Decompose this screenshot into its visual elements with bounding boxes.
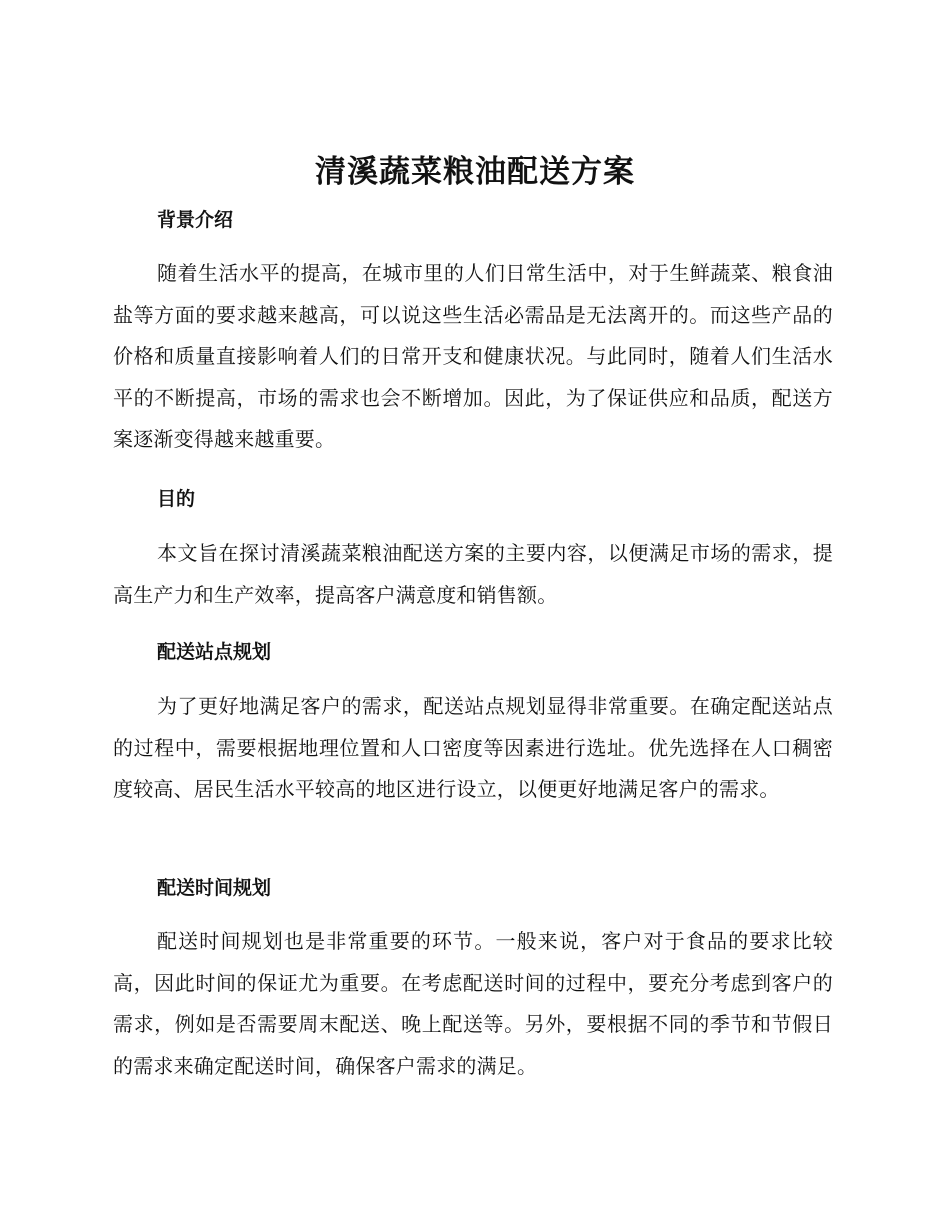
section-heading-background: 背景介绍	[157, 209, 234, 231]
section-body-site-planning: 为了更好地满足客户的需求，配送站点规划显得非常重要。在确定配送站点的过程中，需要根据地理位置和人口密度等因素进行选址。优先选择在人口稠密度较高、居民生活水平较高的地区进行设立，以便更好地满足客户的需求。	[113, 694, 833, 801]
section-body-time-planning: 配送时间规划也是非常重要的环节。一般来说，客户对于食品的要求比较高，因此时间的保证尤为重要。在考虑配送时间的过程中，要充分考虑到客户的需求，例如是否需要周末配送、晚上配送等。另外，要根据不同的季节和节假日的需求来确定配送时间，确保客户需求的满足。	[113, 929, 833, 1078]
section-heading-time-planning: 配送时间规划	[157, 877, 272, 899]
section-body-background: 随着生活水平的提高，在城市里的人们日常生活中，对于生鲜蔬菜、粮食油盐等方面的要求越来越高，可以说这些生活必需品是无法离开的。而这些产品的价格和质量直接影响着人们的日常开支和健康状况。与此同时，随着人们生活水平的不断提高，市场的需求也会不断增加。因此，为了保证供应和品质，配送方案逐渐变得越来越重要。	[113, 261, 833, 451]
section-heading-site-planning: 配送站点规划	[157, 641, 272, 663]
document-title: 清溪蔬菜粮油配送方案	[315, 154, 635, 190]
section-heading-purpose: 目的	[157, 488, 196, 510]
section-body-purpose: 本文旨在探讨清溪蔬菜粮油配送方案的主要内容，以便满足市场的需求，提高生产力和生产效率，提高客户满意度和销售额。	[113, 541, 833, 607]
